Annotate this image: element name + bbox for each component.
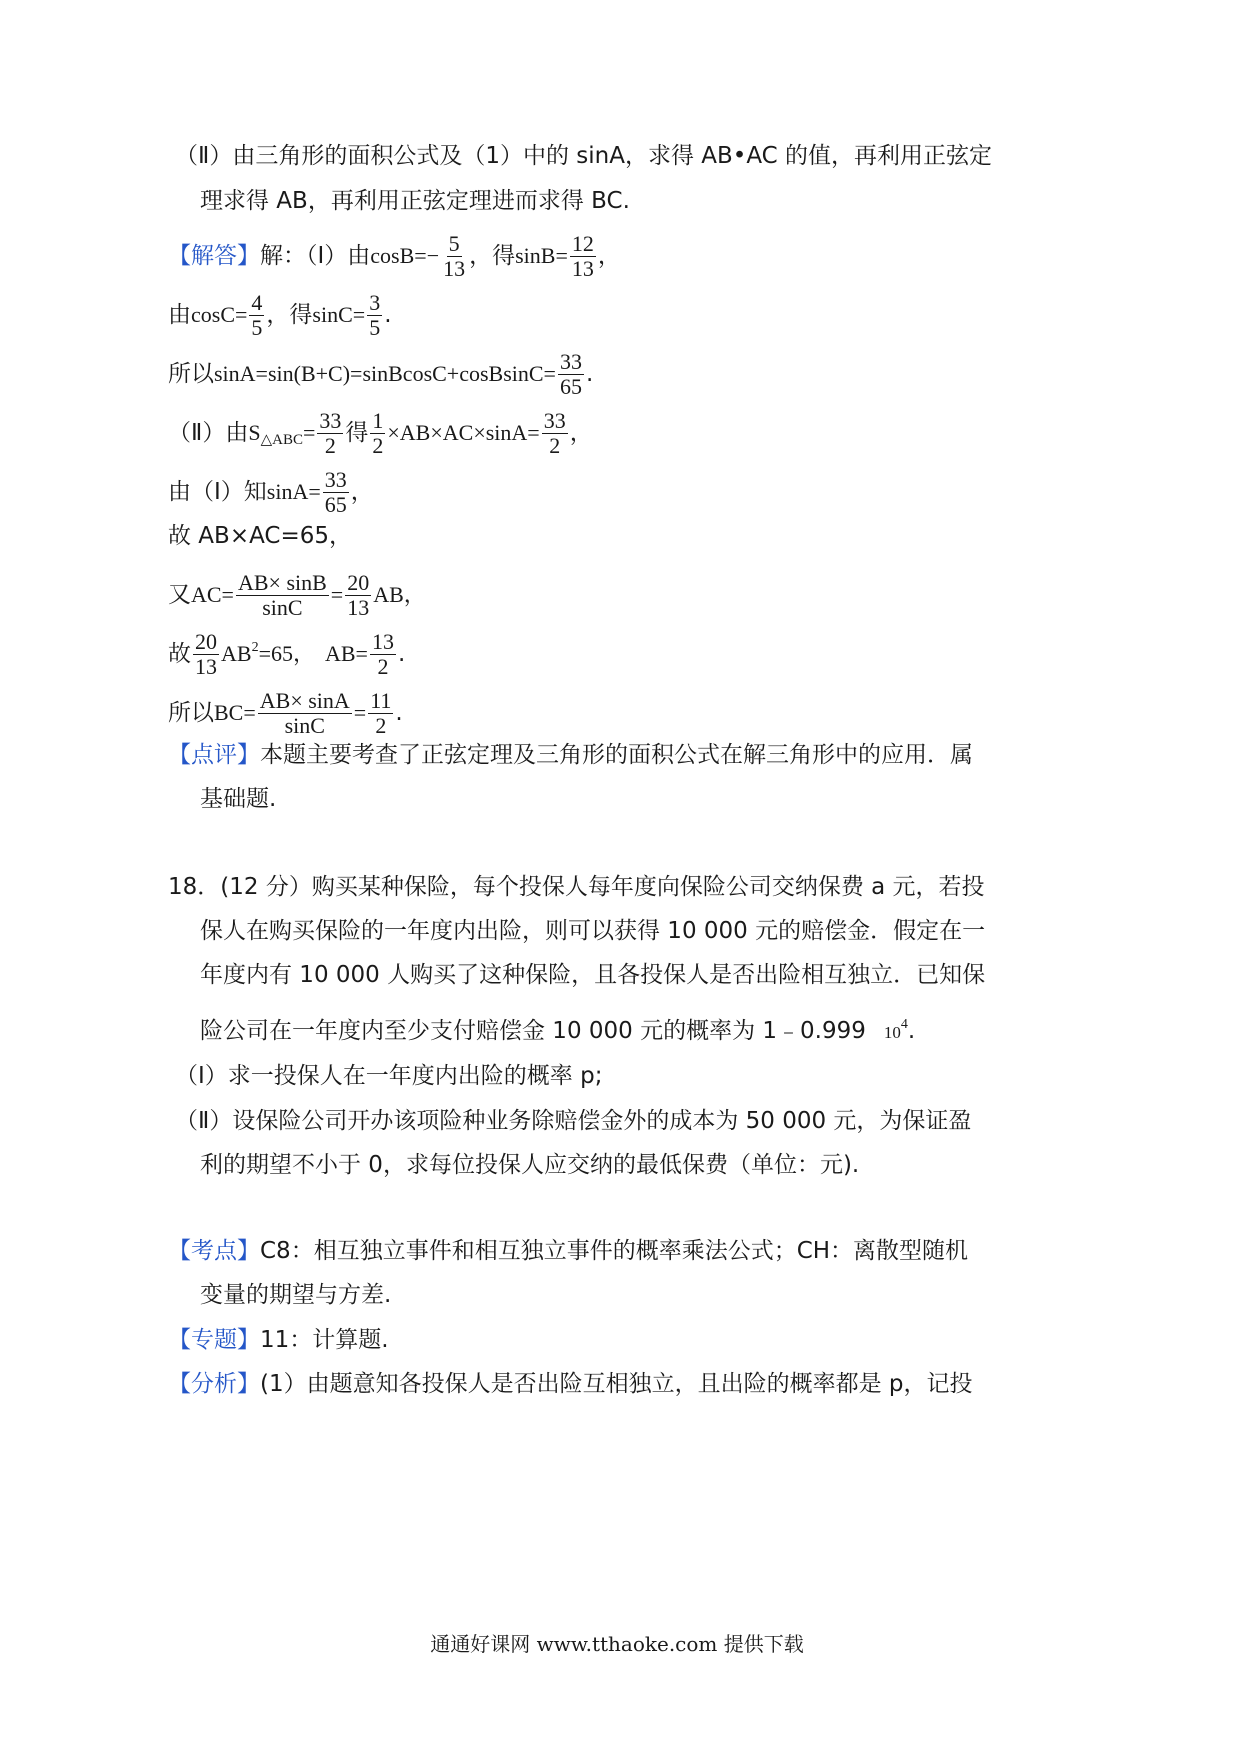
answer-tag: 【解答】 [168,243,260,269]
step1-sinB: sinB= [515,243,568,268]
answer-step8: 故 $\frac{20}{13}$ $AB^2=65$， AB= $\frac{13}{2}$ . [168,629,406,679]
answer-step4: （Ⅱ）由$S_{\triangle ABC}=$ $\frac{33}{2}$ 得 $\frac{1}{2}$ ×AB×AC×sinA= $\frac{33}{2}$ ， [168,408,593,458]
fraction: $\frac{5}{13}$ [443,231,466,281]
problem18-line1: 18．(12 分）购买某种保险，每个投保人每年度向保险公司交纳保费 a 元，若投 [168,874,985,900]
fraction: $\frac{20}{13}$ [195,629,217,679]
page-footer: 通通好课网 www.tthaoke.com 提供下载 [430,1632,804,1656]
fenxi-tag: 【分析】 [168,1371,260,1397]
kaodian-tag: 【考点】 [168,1238,260,1264]
fraction: $\frac{33}{65}$ [559,349,582,399]
step1-prefix: 解：（Ⅰ）由 [260,243,371,269]
problem18-question1: （Ⅰ）求一投保人在一年度内出险的概率 p; [175,1063,603,1089]
area-symbol: S [248,420,261,445]
problem18-line4: 险公司在一年度内至少支付赔偿金 10 000 元的概率为 1﹣0.999 $10^4$. [200,1017,916,1044]
fraction: $\frac{11}{2}$ [370,688,392,738]
problem18-question2-line2: 利的期望不小于 0，求每位投保人应交纳的最低保费（单位：元). [200,1152,860,1178]
comment-line2: 基础题. [200,786,277,812]
answer-step6: 故 AB×AC=65， [168,523,353,549]
kaodian-line2: 变量的期望与方差. [200,1282,392,1308]
problem18-line2: 保人在购买保险的一年度内出险，则可以获得 10 000 元的赔偿金．假定在一 [200,918,986,944]
fraction: $\frac{4}{5}$ [251,290,263,340]
fraction: $\frac{33}{2}$ [319,408,342,458]
answer-step9: 所以BC= $\frac{AB\times \sin A}{\sin C}$ = $\frac{11}{2}$ . [168,688,403,738]
kaodian-line1: 【考点】C8：相互独立事件和相互独立事件的概率乘法公式；CH：离散型随机 [168,1238,969,1264]
zhuanti-line: 【专题】11：计算题. [168,1327,389,1353]
step1-cosB: cosB=− [370,243,440,268]
analysis-part2-line2: 理求得 AB，再利用正弦定理进而求得 BC. [200,188,630,214]
fraction: $\frac{1}{2}$ [372,408,384,458]
answer-step5: 由（Ⅰ）知sinA= $\frac{33}{65}$ ， [168,467,374,517]
zhuanti-tag: 【专题】 [168,1327,260,1353]
fraction: $\frac{AB\times \sin B}{\sin C}$ [237,570,327,620]
analysis-part2-line1: （Ⅱ）由三角形的面积公式及（1）中的 sinA，求得 AB•AC 的值，再利用正弦定 [175,143,993,169]
step1-mid: ，得 [469,243,516,269]
fenxi-line: 【分析】(1）由题意知各投保人是否出险互相独立，且出险的概率都是 p，记投 [168,1371,973,1397]
comment-line1: 【点评】本题主要考查了正弦定理及三角形的面积公式在解三角形中的应用．属 [168,742,973,768]
step3-expression: sinA=sin(B+C)=sinBcosC+cosBsinC= [214,361,556,386]
exponent-base: 10 [883,1023,901,1042]
fraction: $\frac{33}{2}$ [543,408,566,458]
step2-cosC: cosC= [191,302,248,327]
fraction: $\frac{13}{2}$ [371,629,394,679]
fraction: $\frac{20}{13}$ [347,570,370,620]
fraction: $\frac{12}{13}$ [571,231,594,281]
fraction: $\frac{33}{65}$ [324,467,347,517]
answer-step1: 【解答】解：（Ⅰ）由cosB=− $\frac{5}{13}$ ，得sinB= $\frac{12}{13}$ ， [168,231,621,281]
problem18-question2-line1: （Ⅱ）设保险公司开办该项险种业务除赔偿金外的成本为 50 000 元，为保证盈 [175,1108,972,1134]
fraction: $\frac{AB\times \sin A}{\sin C}$ [259,688,350,738]
answer-step2: 由cosC= $\frac{4}{5}$ ，得sinC= $\frac{3}{5}$ . [168,290,392,340]
fraction: $\frac{3}{5}$ [369,290,381,340]
step4-expression: ×AB×AC×sinA= [387,420,540,445]
answer-step3: 所以sinA=sin(B+C)=sinBcosC+cosBsinC= $\frac{33}{65}$ . [168,349,594,399]
answer-step7: 又AC= $\frac{AB\times \sin B}{\sin C}$ = $\frac{20}{13}$ AB， [168,570,426,620]
step2-sinC: sinC= [312,302,366,327]
problem18-line3: 年度内有 10 000 人购买了这种保险，且各投保人是否出险相互独立．已知保 [200,962,986,988]
comment-tag: 【点评】 [168,742,260,768]
